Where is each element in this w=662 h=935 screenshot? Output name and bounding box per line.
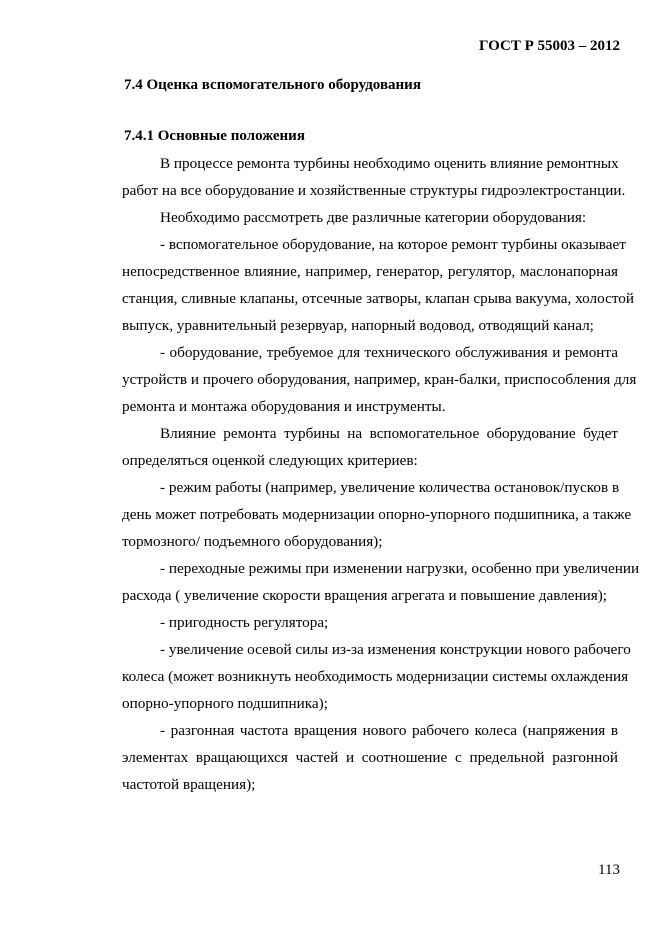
text-line: выпуск, уравнительный резервуар, напорный водовод, отводящий канал; bbox=[122, 317, 594, 334]
body-text-1 bbox=[122, 150, 640, 798]
page-number: 113 bbox=[598, 862, 620, 878]
text-line: частотой вращения); bbox=[122, 776, 256, 793]
text-line: определяться оценкой следующих критериев: bbox=[122, 452, 418, 469]
text-line: - пригодность регулятора; bbox=[160, 614, 329, 631]
section-heading: 7.4 Оценка вспомогательного оборудования bbox=[124, 77, 421, 93]
text-line: станция, сливные клапаны, отсечные затворы, клапан срыва вакуума, холостой bbox=[122, 290, 634, 307]
text-line: колеса (может возникнуть необходимость модернизации системы охлаждения bbox=[122, 668, 629, 685]
text-line: непосредственное влияние, например, генератор, регулятор, маслонапорная bbox=[122, 263, 618, 280]
text-line: Влияние ремонта турбины на вспомогательное оборудование будет bbox=[160, 425, 618, 442]
document-header: ГОСТ Р 55003 – 2012 bbox=[478, 38, 620, 54]
text-line: Необходимо рассмотреть две различные категории оборудования: bbox=[160, 209, 587, 226]
text-line: тормозного/ подъемного оборудования); bbox=[122, 533, 383, 550]
text-line: - переходные режимы при изменении нагрузки, особенно при увеличении bbox=[160, 560, 640, 577]
text-line: - вспомогательное оборудование, на которое ремонт турбины оказывает bbox=[160, 236, 626, 253]
text-line: элементах вращающихся частей и соотношение с предельной разгонной bbox=[122, 749, 618, 766]
text-line: работ на все оборудование и хозяйственные структуры гидроэлектростанции. bbox=[122, 182, 626, 199]
text-line: В процессе ремонта турбины необходимо оценить влияние ремонтных bbox=[160, 155, 619, 172]
text-line: опорно-упорного подшипника); bbox=[122, 695, 328, 712]
text-line: ремонта и монтажа оборудования и инструменты. bbox=[122, 398, 446, 415]
subsection-heading: 7.4.1 Основные положения bbox=[124, 128, 305, 144]
text-line: расхода ( увеличение скорости вращения агрегата и повышение давления); bbox=[122, 587, 608, 604]
text-line: устройств и прочего оборудования, например, кран-балки, приспособления для bbox=[122, 371, 637, 388]
text-line: - оборудование, требуемое для технического обслуживания и ремонта bbox=[160, 344, 618, 361]
text-line: день может потребовать модернизации опорно-упорного подшипника, а также bbox=[122, 506, 632, 523]
text-line: - разгонная частота вращения нового рабочего колеса (напряжения в bbox=[160, 722, 618, 739]
text-line: - увеличение осевой силы из-за изменения конструкции нового рабочего bbox=[160, 641, 631, 658]
text-line: - режим работы (например, увеличение количества остановок/пусков в bbox=[160, 479, 620, 496]
